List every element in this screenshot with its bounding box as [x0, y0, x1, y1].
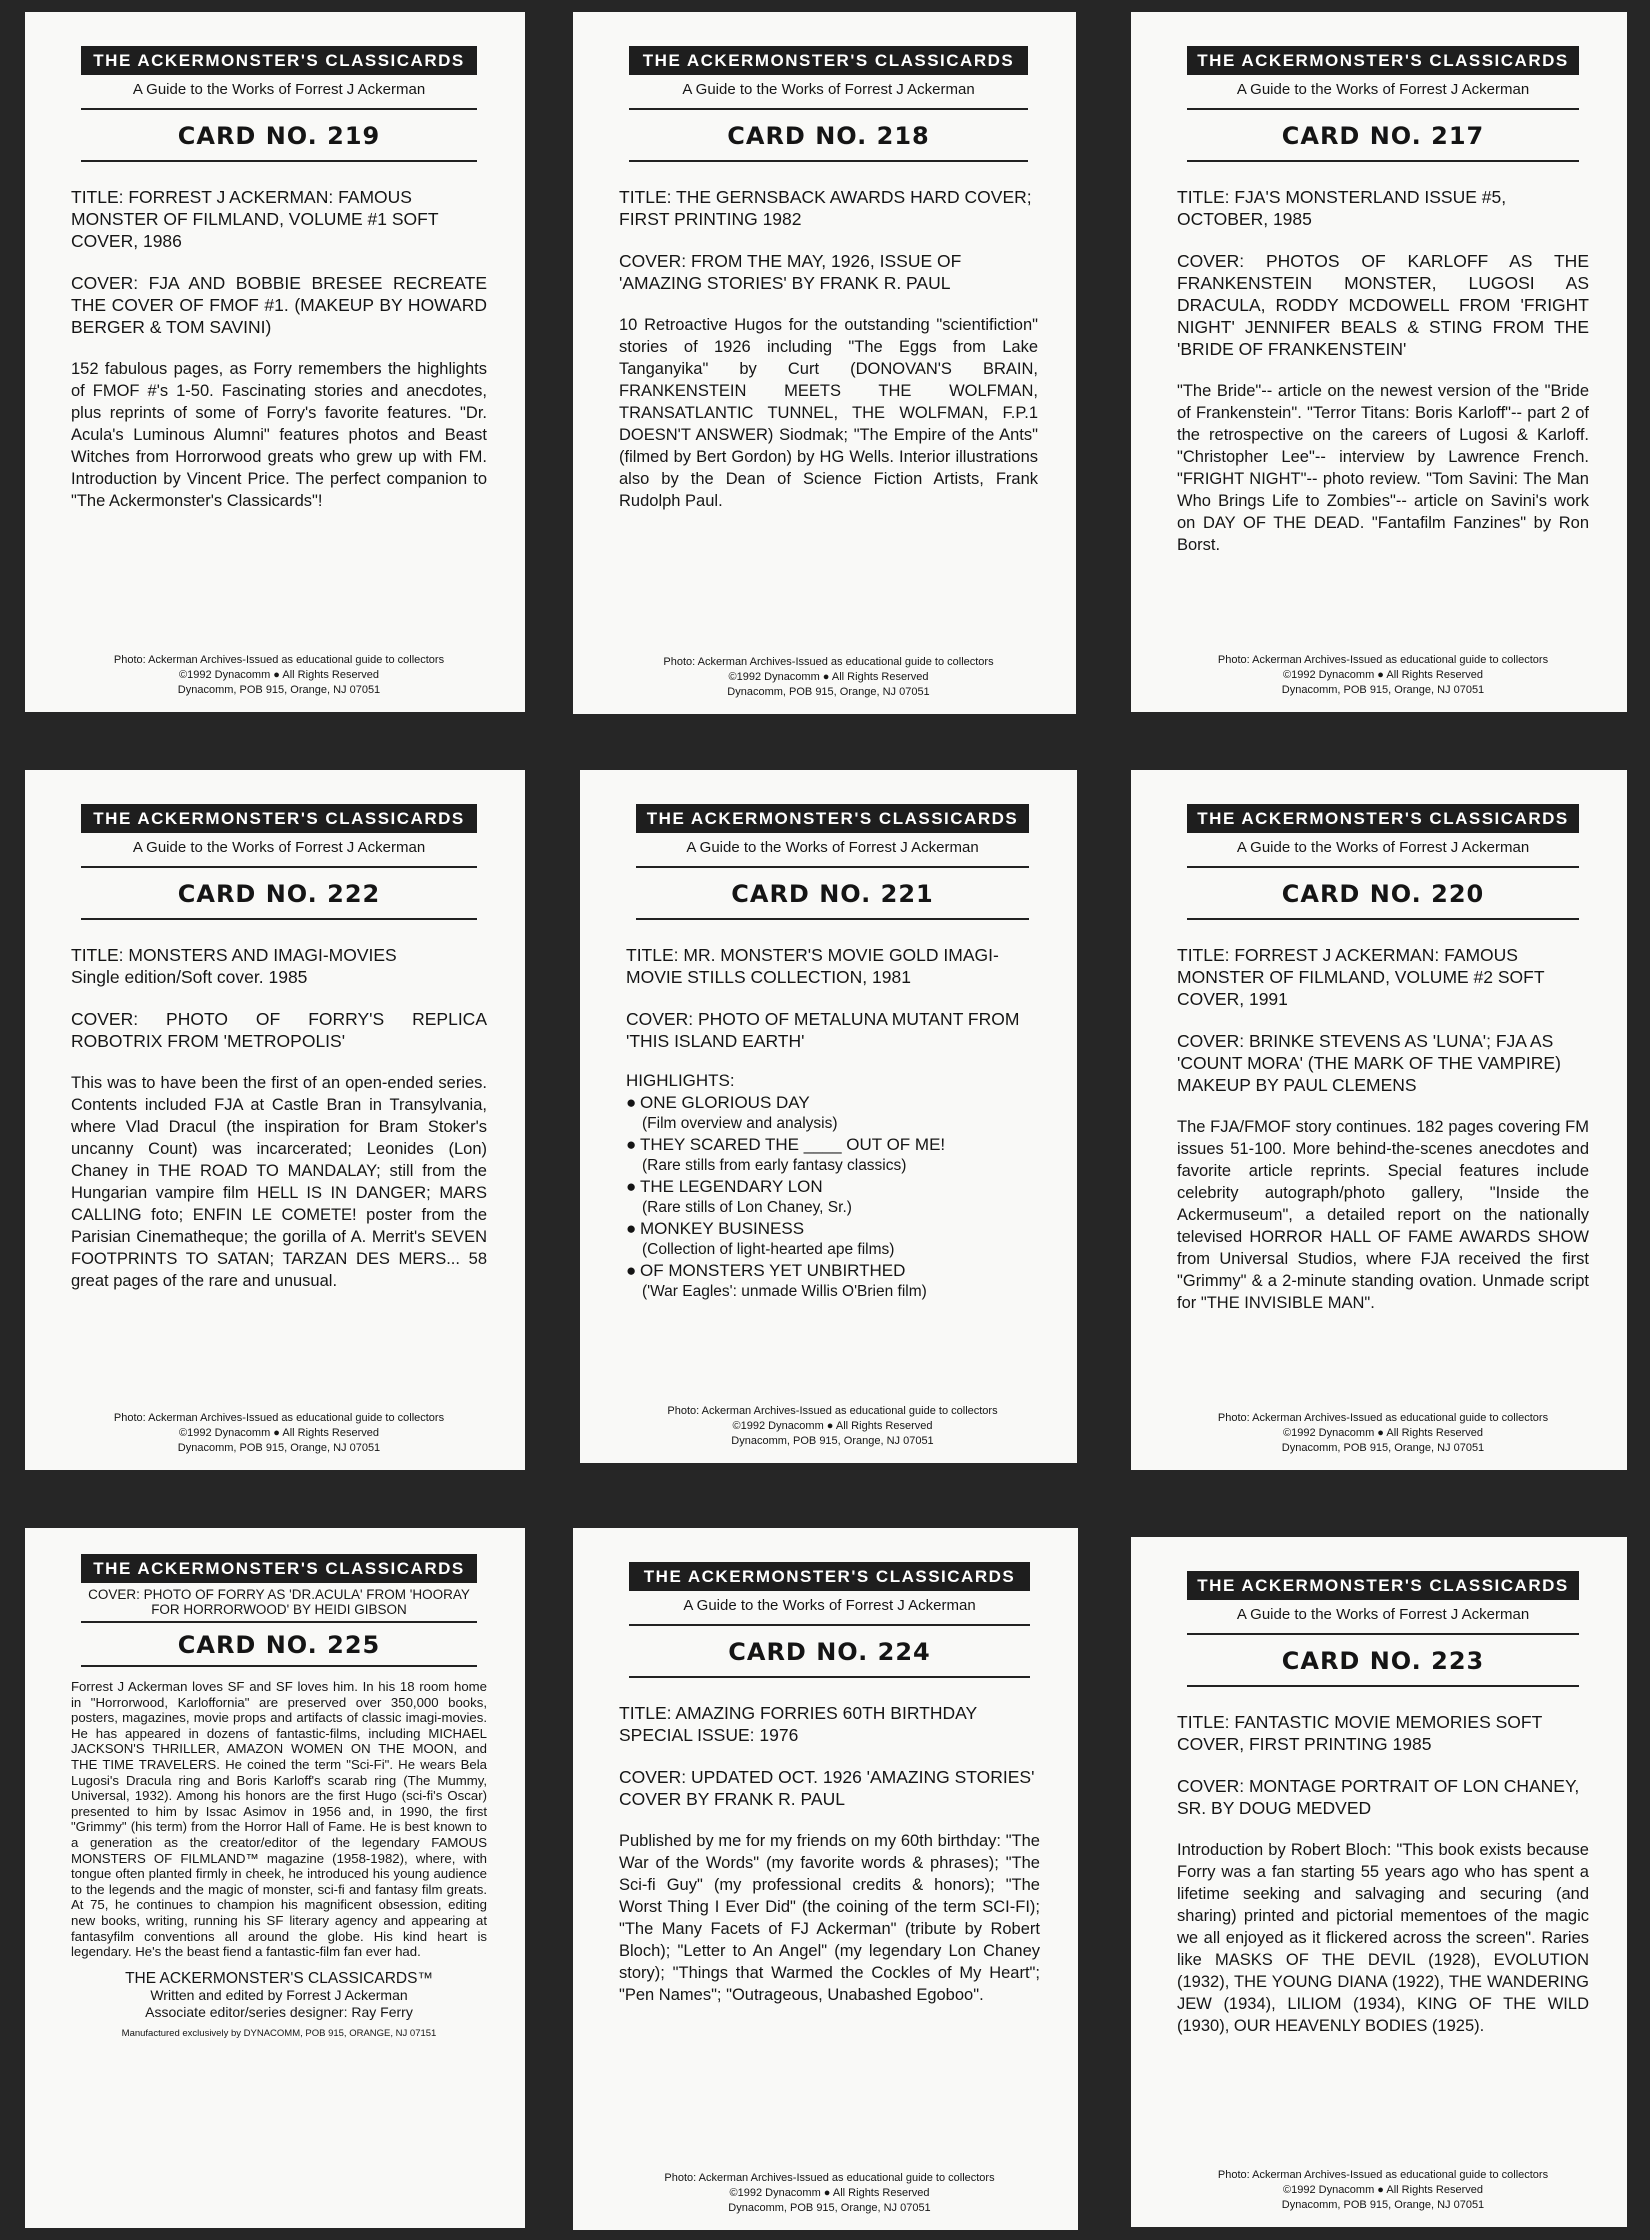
footer-copyright: ©1992 Dynacomm ● All Rights Reserved [1283, 1427, 1483, 1439]
card-footer [71, 645, 487, 698]
card-number: CARD NO. 223 [1187, 1635, 1579, 1687]
card-title [71, 944, 487, 988]
highlight-item [626, 1134, 1039, 1176]
card-description: Published by me for my friends on my 60th birthday: "The War of the Words" (my favorite words & phrases); "The Sci-fi Guy" (my professional credits & honors); "The Worst Thing I Ever Did" (the coining of the term SCI-FI); "The Many Facets of FJ Ackerman" (tribute by Robert Bloch); "Letter to An Angel" (my legendary Lon Chaney story); "Things that Warmed the Cockles of My Heart"; "Pen Names"; "Outrageous, Unabashed Egoboo". [619, 1832, 1040, 2004]
card-number: CARD NO. 224 [629, 1626, 1030, 1678]
footer-copyright: ©1992 Dynacomm ● All Rights Reserved [1283, 2184, 1483, 2196]
highlight-title: OF MONSTERS YET UNBIRTHED [640, 1261, 906, 1280]
footer-address: Dynacomm, POB 915, Orange, NJ 07051 [731, 1435, 934, 1447]
card-edition: Single edition/Soft cover. 1985 [71, 967, 308, 987]
footer-copyright: ©1992 Dynacomm ● All Rights Reserved [179, 1427, 379, 1439]
footer-photo-credit: Photo: Ackerman Archives-Issued as educational guide to collectors [664, 2172, 995, 2184]
footer-address: Dynacomm, POB 915, Orange, NJ 07051 [177, 684, 381, 696]
series-banner: THE ACKERMONSTER'S CLASSICARDS [81, 46, 477, 75]
footer-address: Dynacomm, POB 915, Orange, NJ 07051 [1281, 1442, 1485, 1454]
guide-subtitle: A Guide to the Works of Forrest J Ackerman [81, 81, 477, 110]
highlight-title: THEY SCARED THE ____ OUT OF ME! [640, 1135, 946, 1154]
highlight-title: ONE GLORIOUS DAY [640, 1093, 810, 1112]
footer-copyright: ©1992 Dynacomm ● All Rights Reserved [1283, 669, 1483, 681]
footer-photo-credit: Photo: Ackerman Archives-Issued as educational guide to collectors [1217, 2169, 1549, 2181]
footer-address: Dynacomm, POB 915, Orange, NJ 07051 [1281, 2199, 1485, 2211]
series-banner: THE ACKERMONSTER'S CLASSICARDS [629, 1562, 1030, 1591]
footer-photo-credit: Photo: Ackerman Archives-Issued as educational guide to collectors [1217, 1412, 1549, 1424]
card-number: CARD NO. 220 [1187, 868, 1579, 920]
card-219 [25, 12, 525, 712]
card-footer [1177, 1403, 1589, 1456]
guide-subtitle: A Guide to the Works of Forrest J Ackerman [629, 81, 1028, 110]
series-banner: THE ACKERMONSTER'S CLASSICARDS [1187, 1571, 1579, 1600]
card-cover: COVER: PHOTOS OF KARLOFF AS THE FRANKENSTEIN MONSTER, LUGOSI AS DRACULA, RODDY MCDOWELL FROM 'FRIGHT NIGHT' JENNIFER BEALS & STING FROM THE 'BRIDE OF FRANKENSTEIN' [1177, 251, 1589, 359]
card-220 [1131, 770, 1627, 1470]
guide-subtitle: A Guide to the Works of Forrest J Ackerman [1187, 839, 1579, 868]
card-222 [25, 770, 525, 1470]
card-number: CARD NO. 221 [636, 868, 1029, 920]
card-footer [619, 647, 1038, 700]
series-banner: THE ACKERMONSTER'S CLASSICARDS [81, 804, 477, 833]
guide-subtitle: A Guide to the Works of Forrest J Ackerman [629, 1597, 1030, 1626]
series-banner: THE ACKERMONSTER'S CLASSICARDS [1187, 804, 1579, 833]
card-footer [626, 1396, 1039, 1449]
footer-address: Dynacomm, POB 915, Orange, NJ 07051 [727, 686, 930, 698]
card-224 [573, 1528, 1078, 2230]
card-cover: COVER: PHOTO OF FORRY AS 'DR.ACULA' FROM 'HOORAY FOR HORRORWOOD' BY HEIDI GIBSON [81, 1587, 477, 1623]
card-number: CARD NO. 222 [81, 868, 477, 920]
card-description: Forrest J Ackerman loves SF and SF loves him. In his 18 room home in "Horrorwood, Karloffornia" are preserved over 350,000 books, posters, magazines, movie props and artifacts of classic imagi-movies. He has appeared in dozens of fantastic-films, including MICHAEL JACKSON'S THRILLER, AMAZON WOMEN ON THE MOON, and THE TIME TRAVELERS. He coined the term "Sci-Fi". He wears Bela Lugosi's Dracula ring and Boris Karloff's scarab ring (The Mummy, Universal, 1932). Among his honors are the first Hugo (sci-fi's Oscar) presented to him by Issac Asimov in 1956 and, in 1990, the first "Grimmy" (his term) from the Horror Hall of Fame. He is best known to a generation as the creator/editor of the legendary FAMOUS MONSTERS OF FILMLAND™ magazine (1958-1982), where, with tongue often planted firmly in cheek, he introduced his young audience to the legends and the magic of monster, sci-fi and fantasy film greats. At 75, he continues to champion his magnificent obsession, editing new books, writing, running his SF literary agency and appearing at fantasyfilm conventions all around the globe. His kind heart is legendary. He's the beast fiend a fantastic-film fan ever had. [71, 1679, 487, 1960]
card-title: TITLE: FORREST J ACKERMAN: FAMOUS MONSTER OF FILMLAND, VOLUME #1 SOFT COVER, 1986 [71, 187, 439, 251]
series-banner: THE ACKERMONSTER'S CLASSICARDS [629, 46, 1028, 75]
series-banner: THE ACKERMONSTER'S CLASSICARDS [636, 804, 1029, 833]
footer-photo-credit: Photo: Ackerman Archives-Issued as educational guide to collectors [113, 654, 445, 666]
card-cover: COVER: UPDATED OCT. 1926 'AMAZING STORIES' COVER BY FRANK R. PAUL [619, 1767, 1035, 1809]
card-description: "The Bride"-- article on the newest version of the "Bride of Frankenstein". "Terror Titans: Boris Karloff"-- part 2 of the retrospective on the careers of Lugosi & Karloff. "Christopher Lee"-- interview by Lawrence French. "FRIGHT NIGHT"-- photo review. "Tom Savini: The Man Who Brings Life to Zombies"-- article on Savini's work on DAY OF THE DEAD. "Fantafilm Fanzines" by Ron Borst. [1177, 382, 1589, 554]
card-description: 10 Retroactive Hugos for the outstanding "scientifiction" stories of 1926 including "The Eggs from Lake Tanganyika" by Curt (DONOVAN'S BRAIN, FRANKENSTEIN MEETS THE WOLFMAN, TRANSATLANTIC TUNNEL, THE WOLFMAN, F.P.1 DOESN'T ANSWER) Siodmak; "The Empire of the Ants" (filmed by Bert Gordon) by HG Wells. Interior illustrations also by the Dean of Science Fiction Artists, Frank Rudolph Paul. [619, 316, 1038, 510]
guide-subtitle: A Guide to the Works of Forrest J Ackerman [81, 839, 477, 868]
card-footer [71, 1403, 487, 1456]
footer-copyright: ©1992 Dynacomm ● All Rights Reserved [179, 669, 379, 681]
highlight-item [626, 1092, 1039, 1134]
highlight-title: THE LEGENDARY LON [640, 1177, 823, 1196]
bullet-icon: ● [626, 1177, 637, 1196]
card-title: TITLE: AMAZING FORRIES 60TH BIRTHDAY SPECIAL ISSUE: 1976 [619, 1703, 977, 1745]
footer-photo-credit: Photo: Ackerman Archives-Issued as educational guide to collectors [113, 1412, 445, 1424]
card-cover: COVER: MONTAGE PORTRAIT OF LON CHANEY, SR. BY DOUG MEDVED [1177, 1776, 1580, 1818]
highlight-desc: ('War Eagles': unmade Willis O'Brien film) [642, 1283, 927, 1300]
card-217 [1131, 12, 1627, 712]
card-cover: COVER: FROM THE MAY, 1926, ISSUE OF 'AMAZING STORIES' BY FRANK R. PAUL [619, 251, 962, 293]
footer-address: Dynacomm, POB 915, Orange, NJ 07051 [1281, 684, 1485, 696]
bullet-icon: ● [626, 1261, 637, 1280]
series-banner: THE ACKERMONSTER'S CLASSICARDS [81, 1554, 477, 1583]
card-footer [1177, 645, 1589, 698]
card-description: This was to have been the first of an open-ended series. Contents included FJA at Castle Bran in Transylvania, where Vlad Dracul (the inspiration for Bram Stoker's uncanny Count) was incarcerated; Leonides (Lon) Chaney in THE ROAD TO MANDALAY; still from the Hungarian vampire film HELL IS IN DANGER; MARS CALLING foto; ENFIN LE COMETE! poster from the Parisian Cinematheque; the gorilla of A. Merrit's SEVEN FOOTPRINTS TO SATAN; TARZAN DES MERS... 58 great pages of the rare and unusual. [71, 1074, 487, 1290]
guide-subtitle: A Guide to the Works of Forrest J Ackerman [636, 839, 1029, 868]
card-title: TITLE: FORREST J ACKERMAN: FAMOUS MONSTER OF FILMLAND, VOLUME #2 SOFT COVER, 1991 [1177, 945, 1545, 1009]
highlight-item [626, 1218, 1039, 1260]
credit-title: THE ACKERMONSTER'S CLASSICARDS™ [125, 1969, 433, 1987]
guide-subtitle: A Guide to the Works of Forrest J Ackerman [1187, 81, 1579, 110]
card-title: TITLE: FANTASTIC MOVIE MEMORIES SOFT COVER, FIRST PRINTING 1985 [1177, 1712, 1542, 1754]
card-221 [580, 770, 1077, 1463]
footer-photo-credit: Photo: Ackerman Archives-Issued as educational guide to collectors [667, 1405, 998, 1417]
card-cover: COVER: PHOTO OF METALUNA MUTANT FROM 'THIS ISLAND EARTH' [626, 1009, 1020, 1051]
footer-photo-credit: Photo: Ackerman Archives-Issued as educational guide to collectors [1217, 654, 1549, 666]
card-225 [25, 1528, 525, 2228]
card-number: CARD NO. 217 [1187, 110, 1579, 162]
card-description: 152 fabulous pages, as Forry remembers the highlights of FMOF #'s 1-50. Fascinating stories and anecdotes, plus reprints of some of Forry's favorite features. "Dr. Acula's Luminous Alumni" features photos and Beast Witches from Horrorwood greats who grew up with FM. Introduction by Vincent Price. The perfect companion to "The Ackermonster's Classicards"! [71, 360, 487, 510]
card-218 [573, 12, 1076, 714]
card-title: TITLE: FJA'S MONSTERLAND ISSUE #5, OCTOBER, 1985 [1177, 187, 1507, 229]
highlights-list [626, 1092, 1039, 1302]
highlight-title: MONKEY BUSINESS [640, 1219, 805, 1238]
highlight-item [626, 1176, 1039, 1218]
card-description: The FJA/FMOF story continues. 182 pages covering FM issues 51-100. More behind-the-scenes anecdotes and favorite article reprints. Special features include celebrity autograph/photo gallery, "Inside the Ackermuseum", a detailed report on the nationally televised HORROR HALL OF FAME AWARDS SHOW from Universal Studios, where FJA received the first "Grimmy" & a 2-minute standing ovation. Unmade script for "THE INVISIBLE MAN". [1177, 1118, 1589, 1312]
card-cover: COVER: PHOTO OF FORRY'S REPLICA ROBOTRIX FROM 'METROPOLIS' [71, 1009, 487, 1051]
footer-copyright: ©1992 Dynacomm ● All Rights Reserved [728, 671, 929, 683]
card-cover: COVER: FJA AND BOBBIE BRESEE RECREATE THE COVER OF FMOF #1. (MAKEUP BY HOWARD BERGER & TOM SAVINI) [71, 273, 487, 337]
footer-address: Dynacomm, POB 915, Orange, NJ 07051 [177, 1442, 381, 1454]
highlight-desc: (Rare stills from early fantasy classics) [642, 1157, 907, 1174]
card-cover: COVER: BRINKE STEVENS AS 'LUNA'; FJA AS 'COUNT MORA' (THE MARK OF THE VAMPIRE) MAKEUP BY PAUL CLEMENS [1177, 1031, 1561, 1095]
highlight-desc: (Film overview and analysis) [642, 1115, 838, 1132]
card-number: CARD NO. 218 [629, 110, 1028, 162]
highlight-desc: (Collection of light-hearted ape films) [642, 1241, 895, 1258]
credit-writer: Written and edited by Forrest J Ackerman [150, 1986, 408, 2003]
manufacturer-line: Manufactured exclusively by DYNACOMM, POB 915, ORANGE, NJ 07151 [121, 2027, 437, 2039]
credit-designer: Associate editor/series designer: Ray Ferry [145, 2003, 413, 2020]
series-banner: THE ACKERMONSTER'S CLASSICARDS [1187, 46, 1579, 75]
card-number: CARD NO. 219 [81, 110, 477, 162]
series-credits [71, 1970, 487, 2042]
footer-copyright: ©1992 Dynacomm ● All Rights Reserved [729, 2187, 930, 2199]
card-title: TITLE: THE GERNSBACK AWARDS HARD COVER; FIRST PRINTING 1982 [619, 187, 1032, 229]
card-footer [619, 2163, 1040, 2216]
card-description: Introduction by Robert Bloch: "This book exists because Forry was a fan starting 55 years ago who has spent a lifetime seeking and salvaging and securing (and sharing) printed and pictorial mementoes of the magic we all enjoyed as it flickered across the screen". Raries like MASKS OF THE DEVIL (1928), EVOLUTION (1932), THE YOUNG DIANA (1922), THE WANDERING JEW (1934), LILIOM (1934), KING OF THE WILD (1930), OUR HEAVENLY BODIES (1925). [1177, 1841, 1589, 2035]
card-title: TITLE: MR. MONSTER'S MOVIE GOLD IMAGI-MOVIE STILLS COLLECTION, 1981 [626, 945, 999, 987]
highlights-heading: HIGHLIGHTS: [626, 1071, 735, 1090]
bullet-icon: ● [626, 1093, 637, 1112]
guide-subtitle: A Guide to the Works of Forrest J Ackerman [1187, 1606, 1579, 1635]
footer-copyright: ©1992 Dynacomm ● All Rights Reserved [732, 1420, 933, 1432]
bullet-icon: ● [626, 1135, 637, 1154]
card-number: CARD NO. 225 [81, 1623, 477, 1667]
card-223 [1131, 1537, 1627, 2227]
highlight-desc: (Rare stills of Lon Chaney, Sr.) [642, 1199, 852, 1216]
card-title-text: TITLE: MONSTERS AND IMAGI-MOVIES [71, 945, 397, 965]
bullet-icon: ● [626, 1219, 637, 1238]
footer-photo-credit: Photo: Ackerman Archives-Issued as educational guide to collectors [663, 656, 994, 668]
highlight-item [626, 1260, 1039, 1302]
card-footer [1177, 2160, 1589, 2213]
footer-address: Dynacomm, POB 915, Orange, NJ 07051 [728, 2202, 931, 2214]
